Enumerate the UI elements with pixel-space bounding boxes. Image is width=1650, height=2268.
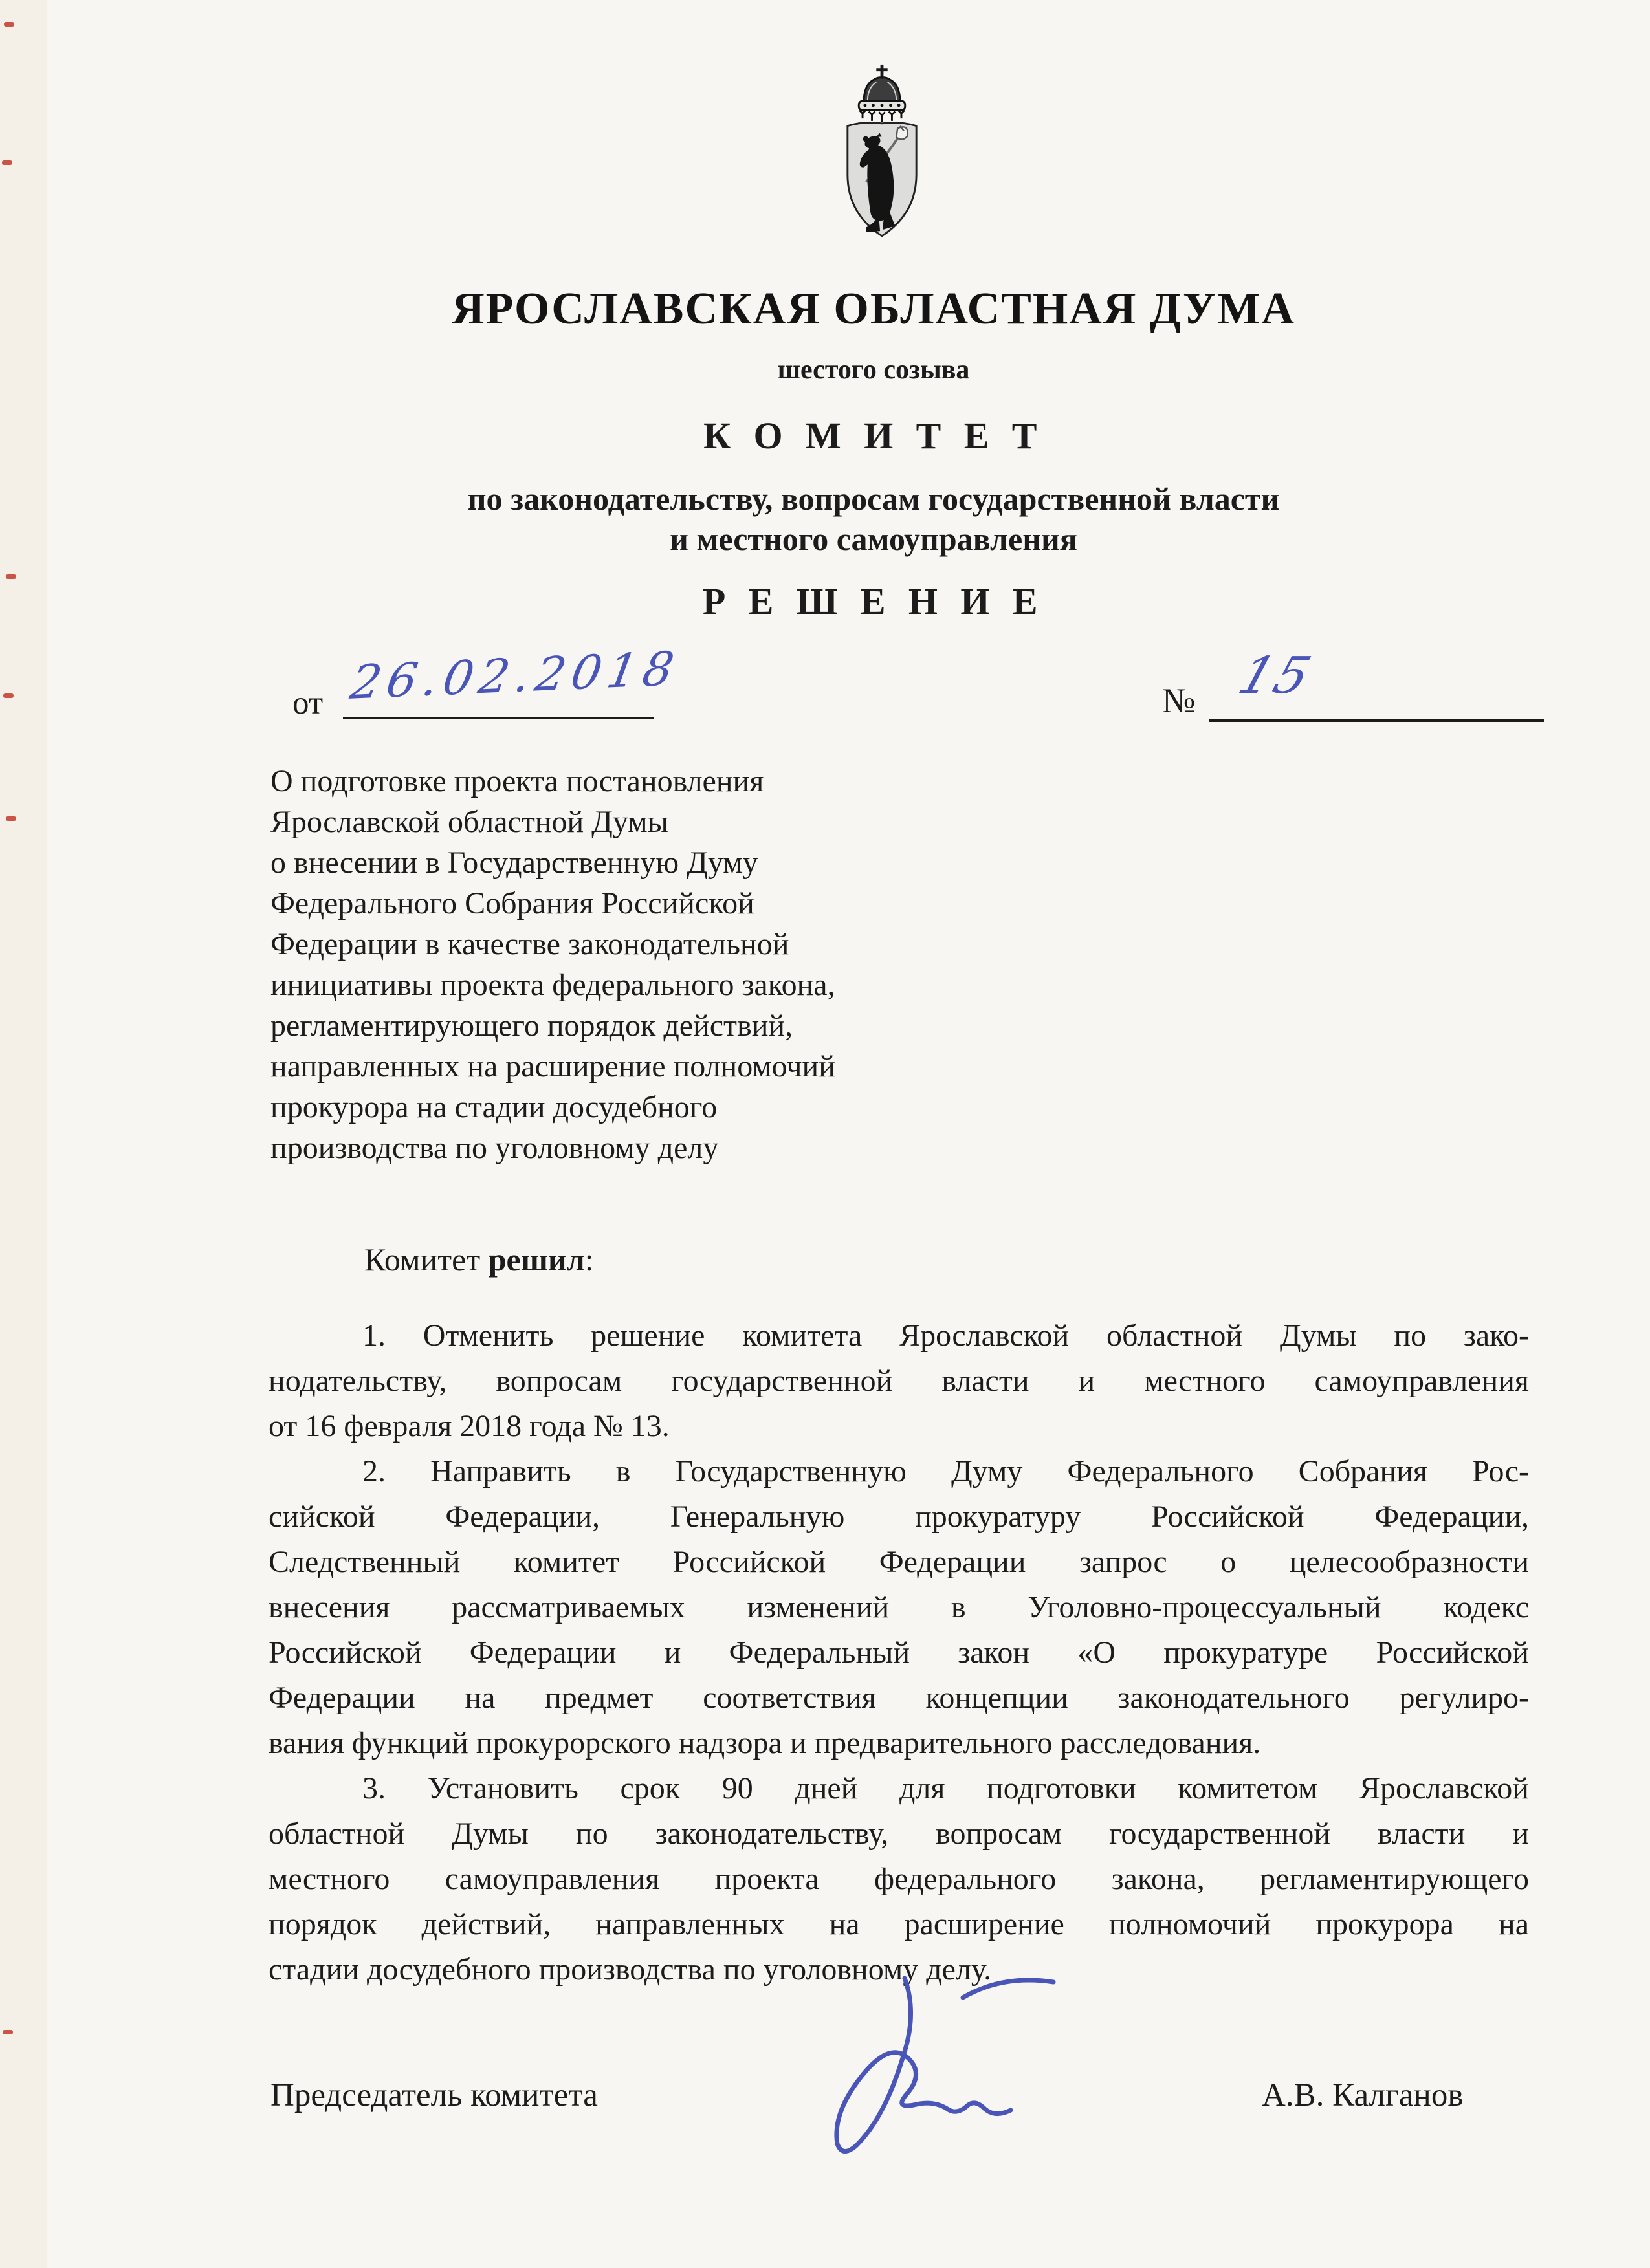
resolution-body — [269, 1313, 1529, 1992]
subject-line: о внесении в Государственную Думу — [270, 845, 758, 880]
number-label: № — [1162, 681, 1196, 720]
resolution-intro-prefix: Комитет — [364, 1241, 489, 1278]
subject-line: направленных на расширение полномочий — [270, 1049, 835, 1084]
signer-position: Председатель комитета — [270, 2077, 598, 2113]
paragraph-line: нодательству, вопросам государственной власти и местного самоуправления — [269, 1364, 1529, 1398]
resolution-intro-bold: решил — [488, 1241, 585, 1278]
paragraph-line: стадии досудебного производства по уголовному делу. — [269, 1952, 992, 1987]
subject-line: О подготовке проекта постановления — [270, 764, 764, 798]
paragraph-line: 3. Установить срок 90 дней для подготовки комитетом Ярославской — [362, 1771, 1529, 1805]
paragraph-line: внесения рассматриваемых изменений в Уголовно-процессуальный кодекс — [269, 1590, 1529, 1624]
resolution-intro-colon: : — [584, 1241, 594, 1278]
paragraph-line: Федерации на предмет соответствия концепции законодательного регулиро- — [269, 1681, 1529, 1715]
number-underline — [1209, 719, 1544, 722]
scan-artifact-speck — [6, 574, 16, 579]
subject-line: Федерации в качестве законодательной — [270, 927, 789, 961]
scan-artifact-speck — [4, 22, 14, 27]
subject-line: Федерального Собрания Российской — [270, 886, 754, 921]
paragraph-line: местного самоуправления проекта федерального закона, регламентирующего — [269, 1862, 1529, 1896]
handwritten-date: 26.02.2018 — [346, 641, 684, 710]
signer-name: А.В. Калганов — [1262, 2077, 1464, 2113]
subject-line: регламентирующего порядок действий, — [270, 1009, 793, 1043]
paragraph-line: областной Думы по законодательству, вопросам государственной власти и — [269, 1816, 1529, 1851]
scan-edge-strip — [0, 0, 47, 2268]
scan-artifact-speck — [2, 160, 12, 165]
committee-subtitle-line2: и местного самоуправления — [670, 521, 1077, 557]
paragraph-line: Следственный комитет Российской Федерации запрос о целесообразности — [269, 1545, 1529, 1579]
resolution-intro — [364, 1241, 594, 1278]
paragraph-line: сийской Федерации, Генеральную прокуратуру Российской Федерации, — [269, 1499, 1529, 1534]
paragraph-line: 1. Отменить решение комитета Ярославской областной Думы по зако- — [362, 1318, 1529, 1353]
paragraph-line: 2. Направить в Государственную Думу Федерального Собрания Рос- — [362, 1454, 1529, 1488]
date-label: от — [292, 685, 324, 721]
scan-artifact-speck — [3, 693, 14, 698]
document-type-heading: Р Е Ш Е Н И Е — [702, 580, 1045, 622]
subject-block — [270, 761, 982, 1168]
organization-title: ЯРОСЛАВСКАЯ ОБЛАСТНАЯ ДУМА — [452, 284, 1295, 334]
handwritten-number: 15 — [1231, 647, 1320, 705]
coat-of-arms-icon — [833, 63, 930, 251]
committee-subtitle-line1: по законодательству, вопросам государственной власти — [467, 481, 1280, 517]
paragraph-line: Российской Федерации и Федеральный закон «О прокуратуре Российской — [269, 1635, 1529, 1670]
committee-heading: К О М И Т Е Т — [703, 415, 1044, 457]
convocation-subtitle: шестого созыва — [777, 355, 970, 385]
scan-artifact-speck — [6, 816, 16, 821]
subject-line: Ярославской областной Думы — [270, 805, 668, 839]
subject-line: производства по уголовному делу — [270, 1131, 719, 1165]
subject-line: прокурора на стадии досудебного — [270, 1090, 718, 1124]
subject-line: инициативы проекта федерального закона, — [270, 968, 835, 1002]
scan-artifact-speck — [3, 2030, 13, 2034]
paragraph-line: от 16 февраля 2018 года № 13. — [269, 1409, 670, 1443]
handwritten-signature — [699, 1954, 1126, 2174]
paragraph-line: вания функций прокурорского надзора и предварительного расследования. — [269, 1726, 1261, 1760]
date-underline — [343, 717, 654, 719]
paragraph-line: порядок действий, направленных на расширение полномочий прокурора на — [269, 1907, 1529, 1941]
